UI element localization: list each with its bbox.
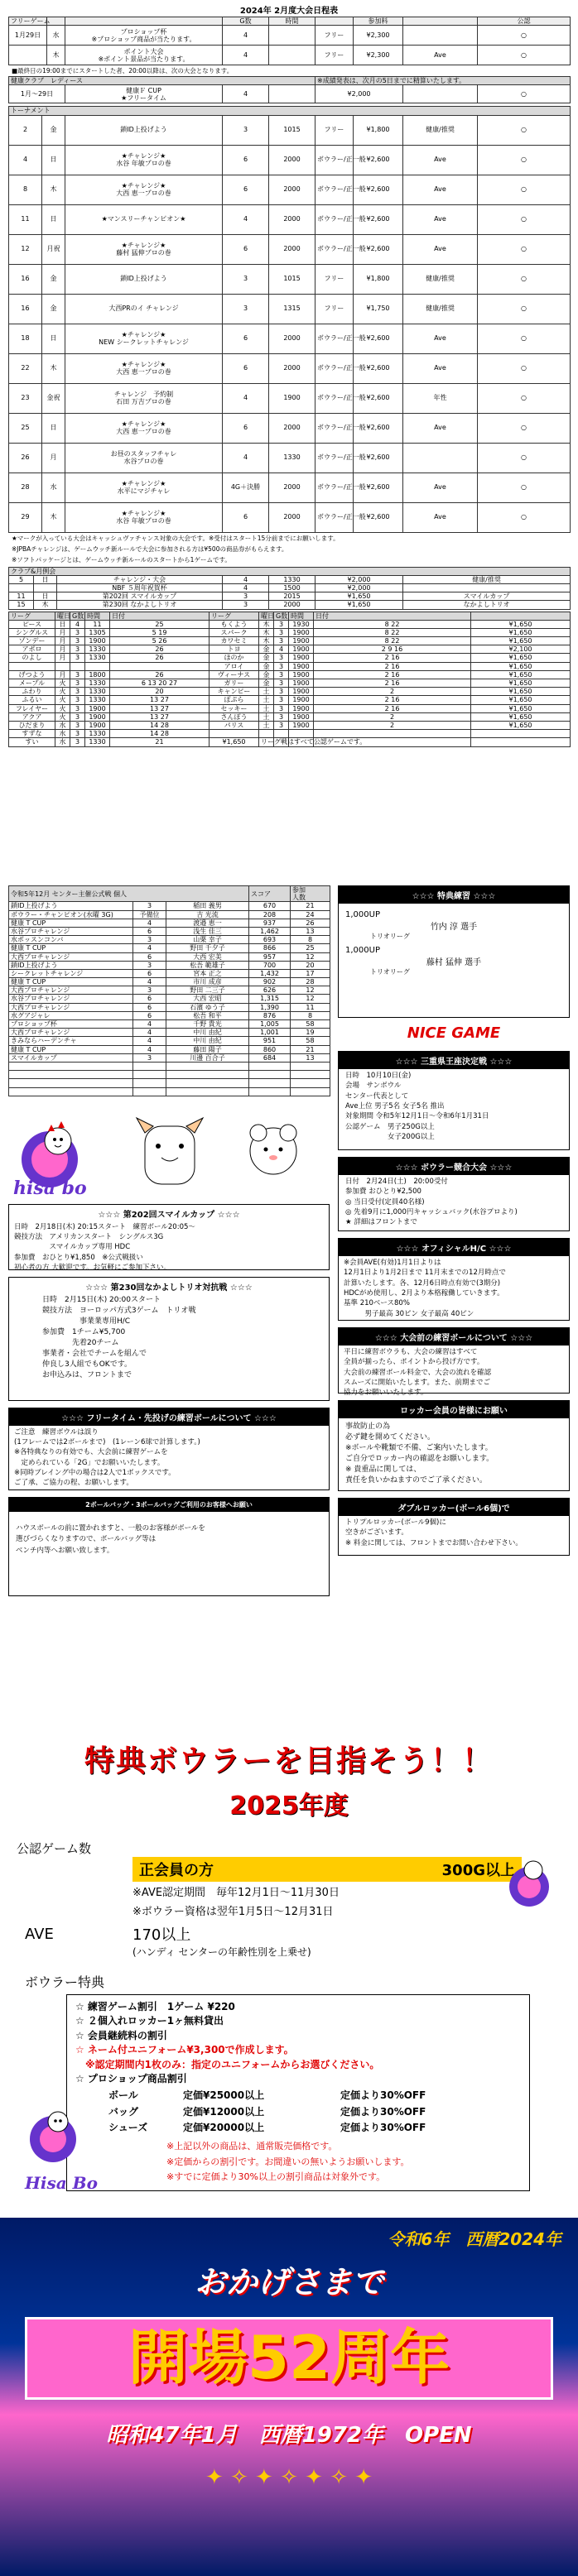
notice-line: ※ 料金に関しては、フロントまでお問い合わせ下さい。 xyxy=(345,1538,523,1547)
member-value: 300G以上 xyxy=(441,1862,515,1879)
table-row: シングルス 月 3 1305 5 19 スパーク 木 3 1900 8 22 ¥1,650 xyxy=(9,628,571,636)
ave-value: 170以上 xyxy=(132,1926,191,1944)
official-hc-box xyxy=(338,1238,570,1321)
notice-line: スムーズに開始いたします。また、前期までご xyxy=(344,1378,490,1387)
notice-line: 大会前の練習ボール料金で、大会の流れを確認 xyxy=(344,1368,492,1377)
notice-line: ※ボールや靴類で不備、ご案内いたします。 xyxy=(345,1444,493,1453)
sparkle-decor: ✦ ✧ ✦ ✧ ✦ ✧ ✦ xyxy=(205,2464,373,2490)
table-row: ゾンデー 月 3 1900 5 26 カワセミ 木 3 1900 8 22 ¥1,650 xyxy=(9,637,571,645)
table-row: ふるい 火 3 1330 13 27 ぽぷら 土 3 1900 2 16 ¥1,650 xyxy=(9,696,571,704)
table-row: のよし 月 3 1330 26 ほのか 金 3 1900 2 16 ¥1,650 xyxy=(9,654,571,662)
notice-line: 日付 2月24日(土) 20:00受付 xyxy=(345,1178,448,1186)
footnote-1: ★マークが入っている大会はキャッシュヴァチャンス対象の大会です。※受付はスタート15分前までにお願いします。 xyxy=(12,534,340,542)
trio-box xyxy=(8,1277,330,1401)
aim-headline: 特典ボウラーを目指そう！！ xyxy=(84,1744,494,1778)
notice-line: スマイルカップ専用 HDC xyxy=(14,1243,131,1252)
league-header: リーグ 曜日 G数 時間 日付 リーグ 曜日 G数 時間 日付 xyxy=(9,612,571,620)
pro-panel: ☆☆☆ 特典練習 ☆☆☆ 1,000UP 竹内 淳 選手 トリオリーグ 1,000UP 藤村 猛伸 選手 トリオリーグ xyxy=(338,885,570,1018)
perk-goods-row: バッグ 定価¥12000以上 定価より30%OFF xyxy=(108,2105,426,2118)
table-row: メープル 火 3 1330 6 13 20 27 ガリー 金 3 1900 2 16 ¥1,650 xyxy=(9,679,571,688)
anniversary-line: おかげさまで xyxy=(194,2264,383,2300)
mascot-area xyxy=(8,1101,330,1201)
practice-title: ☆☆☆ 大会前の練習ボールについて ☆☆☆ xyxy=(339,1328,569,1346)
smile-cup-title: ☆☆☆ 第202回スマイルカップ ☆☆☆ xyxy=(98,1210,240,1220)
mascot-right-illustration xyxy=(500,1854,558,1912)
notice-line: センター代表として xyxy=(345,1091,409,1101)
table-row: 15 木 第230回 なかよしトリオ 3 2000 ¥1,650 なかよしトリオ xyxy=(9,601,571,609)
double-locker-title: ダブルロッカー(ボール6個)で xyxy=(339,1499,569,1516)
table-row: 18 日 ★チャレンジ★ NEW シークレットチャレンジ 6 2000 ボウラー/正一般 ¥2,600 Ave ○ xyxy=(9,324,571,353)
table-row: 8 木 ★チャレンジ★ 大西 恵一プロの巻 6 2000 ボウラー/正一般 ¥2,600 Ave ○ xyxy=(9,175,571,204)
notice-line: 基準 210ベース80% xyxy=(344,1299,410,1308)
anniversary-big: 開場52周年 xyxy=(25,2317,553,2400)
double-locker-box xyxy=(338,1498,570,1556)
notice-line: ※各特典なりの有効でも、大会前に練習ゲームを xyxy=(14,1448,168,1457)
bag-title: 2ボールバッグ・3ボールバッグご利用のお客様へお願い xyxy=(9,1498,329,1512)
notice-line: ご了承、ご協力の程、お願いします。 xyxy=(14,1479,133,1488)
table-row: 健康 T CUP 4 藤田 陽子 860 21 xyxy=(9,1045,330,1053)
footnote-2: ※JPBAチャレンジは、ゲームウッチ新ルールで大会に参加される方は¥500の商品券がもらえます。 xyxy=(12,544,288,553)
notice-line: 参加費 おひとり¥2,500 xyxy=(345,1187,421,1197)
anniversary-banner xyxy=(0,2218,578,2576)
notice-line: ◎ 先着9月に1,000円キャッシュバック(水谷プロより) xyxy=(345,1207,518,1216)
table-row: 25 日 ★チャレンジ★ 大西 恵一プロの巻 6 2000 ボウラー/正一般 ¥2,600 Ave ○ xyxy=(9,413,571,443)
notice-line: 参加費 1チーム¥5,700 xyxy=(42,1327,126,1336)
notice-line: 平日に練習ボウラも、大会の練習はすべて xyxy=(344,1348,478,1356)
table-row: 1月29日 水 プロショップ杯 ※プロショップ商品が当たります。 4 フリー ¥2,300 ○ xyxy=(9,26,571,46)
notice-line: 定められている「2G」でお願いいたします。 xyxy=(14,1458,165,1467)
smile-cup-box xyxy=(8,1204,330,1270)
mascot-bottom-illustration xyxy=(20,2102,86,2168)
bag-box: 2ボールバッグ・3ボールバッグご利用のお客様へお願い ハウスボールの前に置かれますと、一般のお客様がボールを 選びづらくなりますので、ボールバッグ等は ベンチ内等へお願い致します。 xyxy=(8,1497,330,1596)
tournament-label: トーナメント xyxy=(9,107,571,115)
ave-label: AVE xyxy=(25,1925,54,1943)
notice-line: 計算いたします。各、12月6日時点有効で(3期分) xyxy=(344,1278,501,1288)
notice-line: 日時 2月18日(木) 20:15スタート 練習ボール20:05～ xyxy=(14,1222,195,1231)
free-game-table xyxy=(8,17,571,65)
table-row: 11 日 第202回 スマイルカップ 3 2015 ¥1,650 スマイルカップ xyxy=(9,592,571,601)
aim-section xyxy=(0,1713,578,2218)
notice-line: トリプルロッカー(ボール9個)に xyxy=(345,1518,446,1527)
anniversary-top: 令和6年 西暦2024年 xyxy=(388,2229,561,2249)
club-label: クラブ&月例会 xyxy=(9,567,571,575)
bowler-event-title: ☆☆☆ ボウラー競合大会 ☆☆☆ xyxy=(339,1158,569,1175)
table-row xyxy=(9,1079,330,1087)
table-row: 11 日 ★マンスリーチャンピオン★ 4 2000 ボウラー/正一般 ¥2,600 Ave ○ xyxy=(9,204,571,234)
table-row: 大西プロチャレンジ 3 野田 二三子 626 12 xyxy=(9,986,330,995)
table-row: 5 日 チャレンジ・大会 4 1330 ¥2,000 健康/推奨 xyxy=(9,575,571,583)
table-row: プロショップ杯 4 千野 貴光 1,005 58 xyxy=(9,1020,330,1029)
table-row: 2 金 鎖ID上投げよう 3 1015 フリー ¥1,800 健康/推奨 ○ xyxy=(9,115,571,145)
table-row: 水グアジャレ 6 松吾 和平 876 8 xyxy=(9,1011,330,1019)
anniversary-bottom: 昭和47年1月 西暦1972年 OPEN xyxy=(106,2422,472,2448)
prefecture-box xyxy=(338,1051,570,1150)
notices-section xyxy=(0,885,578,1713)
table-row: 26 月 お昼のスタッフチャレ 水谷プロの巻 4 1330 ボウラー/正一般 ¥2,600 ○ xyxy=(9,443,571,473)
notice-line: 対象期間 令和5年12月1日～令和6年1月31日 xyxy=(345,1112,489,1121)
trio-title: ☆☆☆ 第230回なかよしトリオ対抗戦 ☆☆☆ xyxy=(85,1283,253,1293)
notice-line: HDCがめ使用し、2月より本格稼働していきます。 xyxy=(344,1288,504,1298)
notice-line: 仲良し3人組でもOKです。 xyxy=(42,1360,132,1369)
free-game-label: フリーゲーム xyxy=(9,17,47,26)
table-row: アクア 火 3 1900 13 27 さんぽう 土 3 1900 2 ¥1,650 xyxy=(9,712,571,721)
notice-line: ご注意 練習ボウルは誤り xyxy=(14,1427,99,1437)
aim-year: 2025年度 xyxy=(229,1792,349,1820)
hisabo-logo: hisa bo xyxy=(13,1177,87,1199)
table-row: 1月～29日 健康Ｆ CUP ★フリータイム 4 ¥2,000 ○ xyxy=(9,85,571,103)
perk-note: ※すでに定価より30%以上の割引商品は対象外です。 xyxy=(166,2171,386,2183)
table-row: すずな 水 3 1330 14 28 xyxy=(9,730,571,738)
notice-line: ※同時ブレイング中の場合は2人で1ボックスです。 xyxy=(14,1468,176,1477)
table-row: 22 木 ★チャレンジ★ 大西 恵一プロの巻 6 2000 ボウラー/正一般 ¥2,600 Ave ○ xyxy=(9,353,571,383)
notice-line: お申込みは、フロントまで xyxy=(42,1371,132,1380)
perk-goods-row: シューズ 定価¥20000以上 定価より30%OFF xyxy=(108,2121,426,2133)
table-row: ピース 日 4 11 25 もくよう 木 3 1930 8 22 ¥1,650 xyxy=(9,620,571,628)
notice-line: 責任を負いかねますのでご了承ください。 xyxy=(345,1476,488,1485)
member-label: 正会員の方 xyxy=(139,1862,214,1879)
pro-panel-title: ☆☆☆ 特典練習 ☆☆☆ xyxy=(339,886,569,904)
table-row: 29 木 ★チャレンジ★ 水谷 年敏プロの巻 6 2000 ボウラー/正一般 ¥2,600 Ave ○ xyxy=(9,502,571,532)
table-row: 水ポッスンコンバ 3 山栗 幸子 693 8 xyxy=(9,936,330,944)
notice-line: 会場 サンボウル xyxy=(345,1082,402,1091)
tournament-table xyxy=(8,106,571,532)
table-row: 大西プロチャレンジ 4 中川 由紀 1,001 19 xyxy=(9,1029,330,1037)
table-row: アポロ 月 3 1330 26 トヨ 金 4 1900 2 9 16 ¥2,100 xyxy=(9,645,571,654)
perk-item: ☆ プロショップ商品割引 xyxy=(75,2072,187,2084)
schedule-title: 2024年 2月度大会日程表 xyxy=(239,7,339,16)
notice-line: (1フレームでは2ボールまで) (1レーン6球で計算します。) xyxy=(14,1438,200,1446)
official-games-label: 公認ゲーム数 xyxy=(17,1841,92,1856)
ranking-title: 令和5年12月 センター主催公式戦 個人 xyxy=(9,886,249,902)
notice-line: Ave上位 男子5名 女子5名 推出 xyxy=(345,1101,445,1111)
league-table xyxy=(8,612,571,747)
nicegame-logo: NICE GAME xyxy=(407,1024,501,1042)
perk-item: ☆ 練習ゲーム割引 1ゲーム ¥220 xyxy=(75,2001,235,2012)
free-practice-title: ☆☆☆ フリータイム・先投げの練習ボールについて ☆☆☆ xyxy=(9,1408,329,1426)
perk-item: ※認定期間内1枚のみ：指定のユニフォームからお選びください。 xyxy=(75,2058,380,2070)
notice-line: 競技方法 アメリカンスタート シングルス3G xyxy=(14,1233,164,1241)
table-row: 28 水 ★チャレンジ★ 水平にマジチャレ 4G＋決勝 2000 ボウラー/正一般 ¥2,600 Ave ○ xyxy=(9,473,571,502)
notice-line: 男子最高 30ピン 女子最高 40ピン xyxy=(344,1309,474,1318)
table-row: 鎖ID上投げよう 3 松吾 範雄子 700 20 xyxy=(9,961,330,969)
schedule-section xyxy=(0,0,578,869)
footnote-3: ※ソフトパッケージとは、ゲームウッチ新ルールのスタートから1ゲームです。 xyxy=(12,555,231,564)
notice-line: 事業者・会社でチームを組んで xyxy=(42,1349,147,1358)
notice-line: 初心者の方 大歓迎です。お気軽にご参加下さい。 xyxy=(14,1263,171,1272)
perks-box xyxy=(66,1994,530,2191)
table-row: ひだまり 水 3 1900 14 28 パリス 土 3 1900 2 ¥1,650 xyxy=(9,721,571,729)
notice-line: ※会員AVE(有効)1月1日よりは xyxy=(344,1259,441,1267)
table-row: 大西プロチャレンジ 6 大西 宏美 957 12 xyxy=(9,952,330,961)
valid-period: ※ボウラー資格は翌年1月5日～12月31日 xyxy=(132,1906,334,1918)
bowler-event-box xyxy=(338,1157,570,1231)
table-row: 16 金 鎖ID上投げよう 3 1015 フリー ¥1,800 健康/推奨 ○ xyxy=(9,264,571,294)
health-table: 健康クラブ レディース ※成績発表は、次月の5日までに精算いたします。 1月～29日 健康Ｆ CUP ★フリータイム 4 ¥2,000 ○ xyxy=(8,76,571,103)
club-table xyxy=(8,567,571,610)
perk-item: ☆ ２個入れロッカー1ヶ無料貸出 xyxy=(75,2015,224,2027)
table-row: 大西プロチャレンジ 6 石濱 ゆう子 1,390 11 xyxy=(9,1003,330,1011)
table-row: 水谷プロチャレンジ 6 大西 宏昭 1,315 12 xyxy=(9,995,330,1003)
perks-title: ボウラー特典 xyxy=(25,1974,105,1990)
notice-line: 必ず鍵を開めてください。 xyxy=(345,1433,436,1442)
table-row: スマイルカップ 3 川邊 百合子 684 13 xyxy=(9,1053,330,1062)
ranking-table: 令和5年12月 センター主催公式戦 個人 スコア 参加 人数 鎖ID上投げよう 3 稲田 義男 670 21 ボウラー・チャンピオン(水曜 3G) 予備位 吉 光流 208 24 健康 T CUP 4 渡邉 恵一 937 26 水谷プロチャレンジ 6 浅生 佳三 1,462 13 水ポッスンコンバ 3 山栗 幸子 693 8 健康 T CUP 4 野田 千夕子 866 25 大西プロチャレンジ 6 大西 宏美 957 12 鎖ID上投げよう 3 松吾 範雄子 700 20 シークレットチャレンジ 6 宮本 正之 1,432 17 健康 T CUP 4 市川 成彦 902 28 大西プロチャレンジ 3 野田 二三子 626 12 水谷プロチャレンジ 6 大西 宏昭 1,315 12 大西プロチャレンジ 6 石濱 ゆう子 1,390 11 水グアジャレ 6 松吾 和平 876 8 プロショップ杯 4 千野 貴光 1,005 58 大西プロチャレンジ 4 中川 由紀 1,001 19 きみならハーデンチャ 4 中川 由紀 951 58 健康 T CUP 4 藤田 陽子 860 21 スマイルカップ 3 川邊 百合子 684 13 xyxy=(8,885,330,1096)
table-row: ふわり 火 3 1330 20 キャンピー 土 3 1900 2 ¥1,650 xyxy=(9,688,571,696)
notice-line: 日時 2月15日(木) 20:00スタート xyxy=(42,1295,161,1304)
perk-item: ☆ ネーム付ユニフォーム¥3,300で作成します。 xyxy=(75,2044,294,2056)
table-row: 4 日 ★チャレンジ★ 水谷 年敏プロの巻 6 2000 ボウラー/正一般 ¥2,600 Ave ○ xyxy=(9,145,571,175)
table-row: NBF ５周年祝賀杯 4 1500 ¥2,000 xyxy=(9,583,571,592)
free-practice-box xyxy=(8,1408,330,1490)
hisabo-logo-bottom: Hisa Bo xyxy=(25,2173,98,2193)
hdc-note: (ハンディ センターの年齢性別を上乗せ) xyxy=(132,1946,311,1958)
notice-line: ★ 詳細はフロントまで xyxy=(345,1218,417,1227)
notice-line: ご自分でロッカー内の確認をお願いします。 xyxy=(345,1455,494,1464)
notice-line: 協力をお願いいたします。 xyxy=(344,1389,428,1398)
notice-line: 参加費 おひとり¥1,850 ※公式戦扱い xyxy=(14,1253,143,1262)
notice-line: 先着20チーム xyxy=(42,1338,119,1347)
notice-line: 日時 10月10日(金) xyxy=(345,1072,412,1080)
perk-note: ※定価からの割引です。お間違いの無いようお願いします。 xyxy=(166,2156,410,2167)
locker-box xyxy=(338,1400,570,1491)
notice-line: ◎ 当日受付(定員40名様) xyxy=(345,1197,425,1206)
notice-line: 事故防止の為 xyxy=(345,1422,391,1431)
table-row: 12 月祝 ★チャレンジ★ 藤村 猛伸プロの巻 6 2000 ボウラー/正一般 ¥2,600 Ave ○ xyxy=(9,234,571,264)
notice-line: 公認ゲーム 男子250G以上 xyxy=(345,1122,435,1131)
table-row xyxy=(9,1087,330,1096)
table-row: 健康 T CUP 4 市川 成彦 902 28 xyxy=(9,978,330,986)
perk-item: ☆ 会員継続料の割引 xyxy=(75,2029,167,2041)
free-game-header: フリーゲーム G数 時間 参加料 公認 xyxy=(9,17,571,26)
table-row: げつよう 月 3 1800 26 ヴィーナス 金 3 1900 2 16 ¥1,650 xyxy=(9,670,571,679)
notice-line: 事業業専用H/C xyxy=(42,1317,131,1326)
table-row: きみならハーデンチャ 4 中川 由紀 951 58 xyxy=(9,1037,330,1045)
table-row: ボウラー・チャンピオン(水曜 3G) 予備位 吉 光流 208 24 xyxy=(9,910,330,919)
table-row: 23 金祝 チャレンジ 予約制 石田 万吉プロの巻 4 1900 ボウラー/正一般 ¥2,600 年性 ○ xyxy=(9,383,571,413)
deadline-note: ■最終日の19:00までにスタートした者、20:00以降は、次の大会となります。 xyxy=(12,67,234,75)
table-row: アロイ 金 3 1900 2 16 ¥1,650 xyxy=(9,662,571,670)
table-row: 鎖ID上投げよう 3 稲田 義男 670 21 xyxy=(9,902,330,910)
official-hc-title: ☆☆☆ オフィシャルH/C ☆☆☆ xyxy=(339,1239,569,1256)
ave-period: ※AVE認定期間 毎年12月1日～11月30日 xyxy=(132,1887,340,1899)
notice-line: ※ 貴重品に関しては、 xyxy=(345,1465,421,1475)
table-row: フレイヤー 火 3 1900 13 27 セッキー 土 3 1900 2 16 ¥1,650 xyxy=(9,704,571,712)
practice-box xyxy=(338,1327,570,1398)
notice-line: 12月1日より1月2日まで 11月末までの12月時点で xyxy=(344,1269,506,1278)
perk-note: ※上記以外の商品は、通常販売価格です。 xyxy=(166,2140,338,2151)
notice-line: 競技方法 ヨーロッパ方式3ゲーム トリオ戦 xyxy=(42,1306,196,1315)
table-row: シークレットチャレンジ 6 宮本 正之 1,432 17 xyxy=(9,969,330,977)
locker-title: ロッカー会員の皆様にお願い xyxy=(339,1401,569,1418)
table-row: 健康 T CUP 4 野田 千夕子 866 25 xyxy=(9,944,330,952)
notice-line: 全員が揃ったら、ポイントから投げ方です。 xyxy=(344,1358,484,1367)
prefecture-title: ☆☆☆ 三重県王座決定戦 ☆☆☆ xyxy=(339,1052,569,1069)
table-row: 16 金 大西PRのイ チャレンジ 3 1315 フリー ¥1,750 健康/推奨 ○ xyxy=(9,294,571,324)
table-row: 水谷プロチャレンジ 6 浅生 佳三 1,462 13 xyxy=(9,927,330,935)
notice-line: 空きがございます。 xyxy=(345,1528,408,1537)
table-row: すい 水 3 1330 21 ¥1,650 リーグ戦はすべて公認ゲームです。 xyxy=(9,738,571,746)
notice-line: 女子200G以上 xyxy=(345,1132,435,1141)
table-row: 木 ポイント大会 ※ポイント景品が当たります。 4 フリー ¥2,300 Ave ○ xyxy=(9,46,571,65)
perk-goods-row: ボール 定価¥25000以上 定価より30%OFF xyxy=(108,2089,426,2102)
table-row: 健康 T CUP 4 渡邉 恵一 937 26 xyxy=(9,919,330,927)
table-row xyxy=(9,1062,330,1070)
table-row xyxy=(9,1071,330,1079)
